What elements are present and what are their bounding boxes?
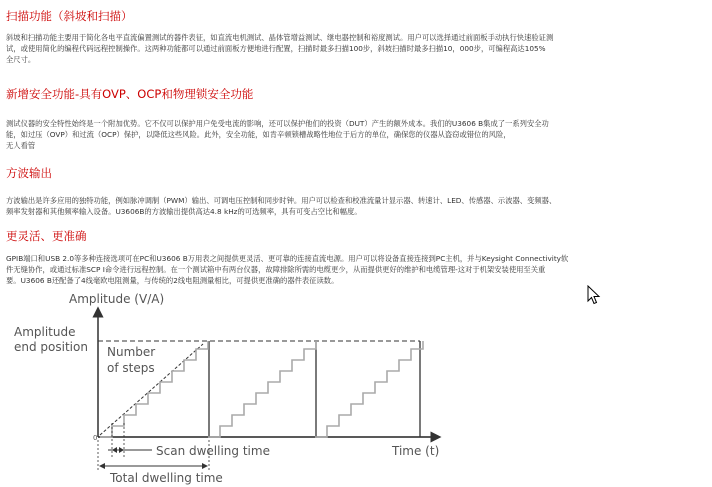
- total-dwell-label: Total dwelling time: [110, 471, 223, 485]
- scan-dwell-label: Scan dwelling time: [156, 444, 270, 458]
- section-title-safety: 新增安全功能-具有OVP、OCP和物理锁安全功能: [6, 87, 254, 101]
- body-line: 试，或使用简化的编程代码远程控制操作。这两种功能都可以通过前面板方便地进行配置，扫描时最多扫描100步，斜坡扫描时最多扫描10，000步，可编程高达105%: [6, 44, 546, 53]
- section-body-safety: [6, 118, 702, 151]
- body-line: 要。U3606 B还配备了4线毫欧电阻测量，与传统的2线电阻测量相比，可提供更准确的器件表征读数。: [6, 276, 339, 285]
- body-line: GPIB端口和USB 2.0等多种连接选项可在PC和U3606 B万用表之间提供更灵活、更可靠的连接直流电源。用户可以将设备直接连接到PC主机，并与Keysight Connectivity软: [6, 254, 569, 263]
- mouse-cursor-icon: [587, 285, 601, 305]
- section-title-square-wave: 方波输出: [6, 166, 52, 180]
- section-body-square-wave: [6, 195, 702, 217]
- amplitude-label-2: end position: [14, 340, 88, 354]
- body-line: 测试仪器的安全特性始终是一个附加优势。它不仅可以保护用户免受电流的影响，还可以保护他们的投资（DUT）产生的额外成本。我们的U3606 B集成了一系列安全功: [6, 119, 549, 128]
- steps-label: Number: [107, 345, 156, 359]
- section-title-flexible: 更灵活、更准确: [6, 229, 87, 243]
- y-axis-label: Amplitude (V/A): [69, 292, 165, 306]
- body-line: 方波输出是许多应用的独特功能，例如脉冲调制（PWM）输出、可调电压控制和同步时钟。用户可以检查和校准流量计显示器、转速计、LED、传感器、示波器、变频器、: [6, 196, 557, 205]
- origin-label: 0: [93, 434, 98, 442]
- body-line: 件无缝协作，或通过标准SCP I命令进行远程控制。在一个测试箱中有两台仪器，故障排除所需的电缆更少，从而提供更好的维护和电缆管理-这对于机架安装使用至关重: [6, 265, 546, 274]
- body-line: 无人看管: [6, 141, 36, 150]
- body-line: 全尺寸。: [6, 55, 36, 64]
- section-title-sweep-scan: 扫描功能（斜坡和扫描）: [6, 9, 133, 23]
- section-body-sweep-scan: [6, 32, 702, 65]
- steps-label-2: of steps: [107, 361, 155, 375]
- amplitude-label: Amplitude: [14, 325, 76, 339]
- section-body-flexible: [6, 253, 702, 286]
- body-line: 斜坡和扫描功能主要用于简化各电平直流偏置测试的器件表征，如直流电机测试、晶体管增益测试、继电器控制和裕度测试。用户可以选择通过前面板手动执行快速验证测: [6, 33, 554, 42]
- body-line: 能，如过压（OVP）和过流（OCP）保护，以降低这些风险。此外，安全功能，如肯辛顿锁槽战略性地位于后方的单位，确保您的仪器从盗窃或错位的风险，: [6, 130, 511, 139]
- x-axis-label: Time (t): [392, 444, 440, 458]
- body-line: 频率发射器和其他频率输入设备。U3606B的方波输出提供高达4.8 kHz的可选频率，具有可变占空比和幅度。: [6, 207, 362, 216]
- sweep-timing-diagram: [0, 290, 450, 487]
